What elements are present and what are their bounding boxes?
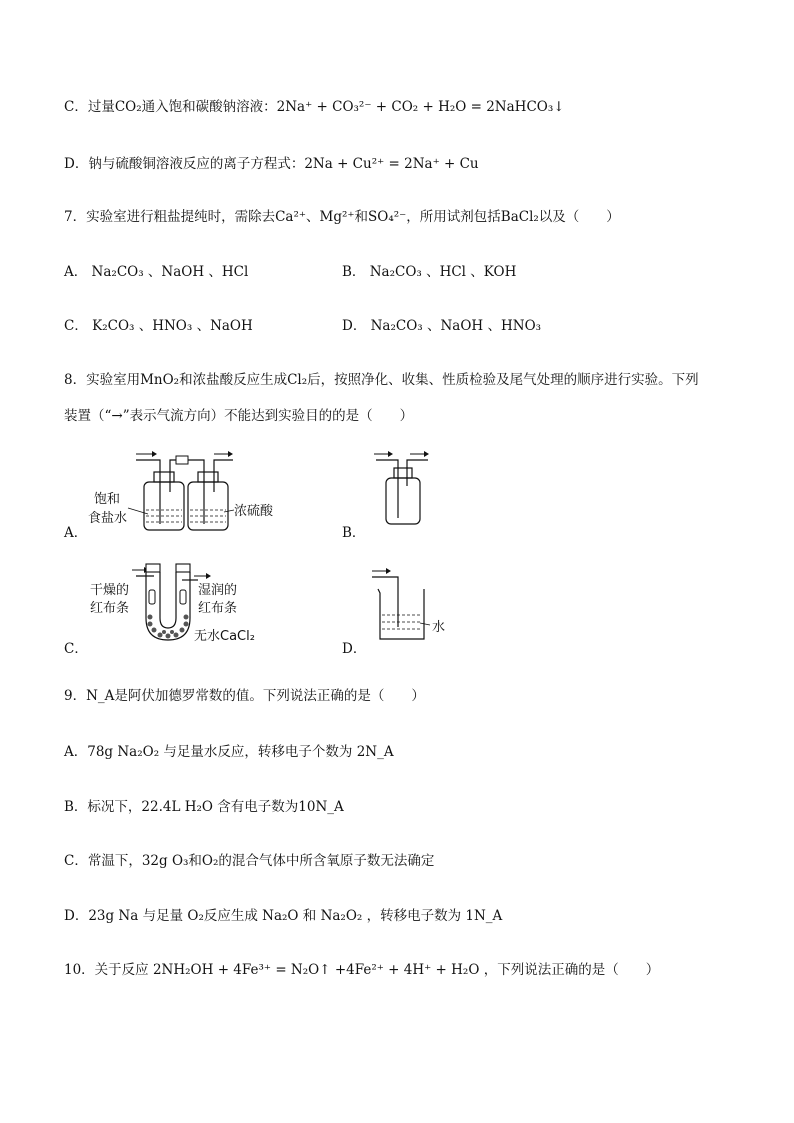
figure-c-u-tube	[88, 562, 278, 650]
q9-option-b: B．标况下，22.4L H₂O 含有电子数为10N_A	[64, 799, 344, 815]
q9-option-c: C．常温下，32g O₃和O₂的混合气体中所含氧原子数无法确定	[64, 853, 435, 869]
figure-d-beaker	[370, 565, 460, 645]
q8-label-a: A．	[64, 525, 88, 541]
option-label: D．	[64, 156, 89, 172]
q8-label-d: D．	[342, 641, 367, 657]
q7-stem: 7．实验室进行粗盐提纯时，需除去Ca²⁺、Mg²⁺和SO₄²⁻，所用试剂包括BaCl₂以及（ ）	[64, 209, 620, 225]
fig-c-label-left1: 干燥的	[90, 583, 130, 598]
option-text: 钠与硫酸铜溶液反应的离子方程式：	[88, 156, 305, 172]
fig-a-label-left1: 饱和	[94, 492, 121, 507]
q8-label-b: B．	[342, 525, 366, 541]
q7-option-a: A． Na₂CO₃ 、NaOH 、HCl	[64, 264, 249, 280]
fig-c-label-right2: 红布条	[198, 601, 238, 616]
option-label: C．	[64, 99, 88, 115]
q10-stem: 10．关于反应 2NH₂OH + 4Fe³⁺ = N₂O↑ +4Fe²⁺ + 4H⁺ + H₂O ，下列说法正确的是（ ）	[64, 962, 660, 978]
figure-b-collection-bottle	[372, 448, 432, 528]
fig-c-label-right1: 湿润的	[198, 583, 238, 598]
q6-option-c	[64, 97, 565, 117]
fig-c-label-left2: 红布条	[90, 601, 130, 616]
equation: 2Na⁺ + CO₃²⁻ + CO₂ + H₂O = 2NaHCO₃↓	[276, 99, 565, 115]
q9-option-d: D．23g Na 与足量 O₂反应生成 Na₂O 和 Na₂O₂ ，转移电子数为 1N_A	[64, 908, 503, 924]
q7-option-b: B． Na₂CO₃ 、HCl 、KOH	[342, 264, 517, 280]
fig-d-label-water: 水	[432, 620, 446, 635]
fig-a-label-left2: 食盐水	[88, 511, 128, 526]
q9-option-a: A．78g Na₂O₂ 与足量水反应，转移电子个数为 2N_A	[64, 744, 394, 760]
q8-stem-line2: 装置（“→”表示气流方向）不能达到实验目的的是（ ）	[64, 408, 414, 424]
q7-option-d: D． Na₂CO₃ 、NaOH 、HNO₃	[342, 318, 542, 334]
q8-label-c: C．	[64, 641, 88, 657]
figure-a-wash-bottles	[88, 448, 288, 536]
q7-option-c: C． K₂CO₃ 、HNO₃ 、NaOH	[64, 318, 253, 334]
q6-option-d	[64, 154, 479, 174]
q9-stem: 9．N_A是阿伏加德罗常数的值。下列说法正确的是（ ）	[64, 688, 425, 704]
option-text: 过量CO₂通入饱和碳酸钠溶液：	[87, 99, 277, 115]
q8-stem-line1: 8．实验室用MnO₂和浓盐酸反应生成Cl₂后，按照净化、收集、性质检验及尾气处理的顺序进行实验。下列	[64, 372, 699, 388]
fig-a-label-right: 浓硫酸	[234, 504, 274, 519]
equation: 2Na + Cu²⁺ = 2Na⁺ + Cu	[304, 156, 479, 172]
fig-c-label-bottom: 无水CaCl₂	[194, 629, 255, 644]
